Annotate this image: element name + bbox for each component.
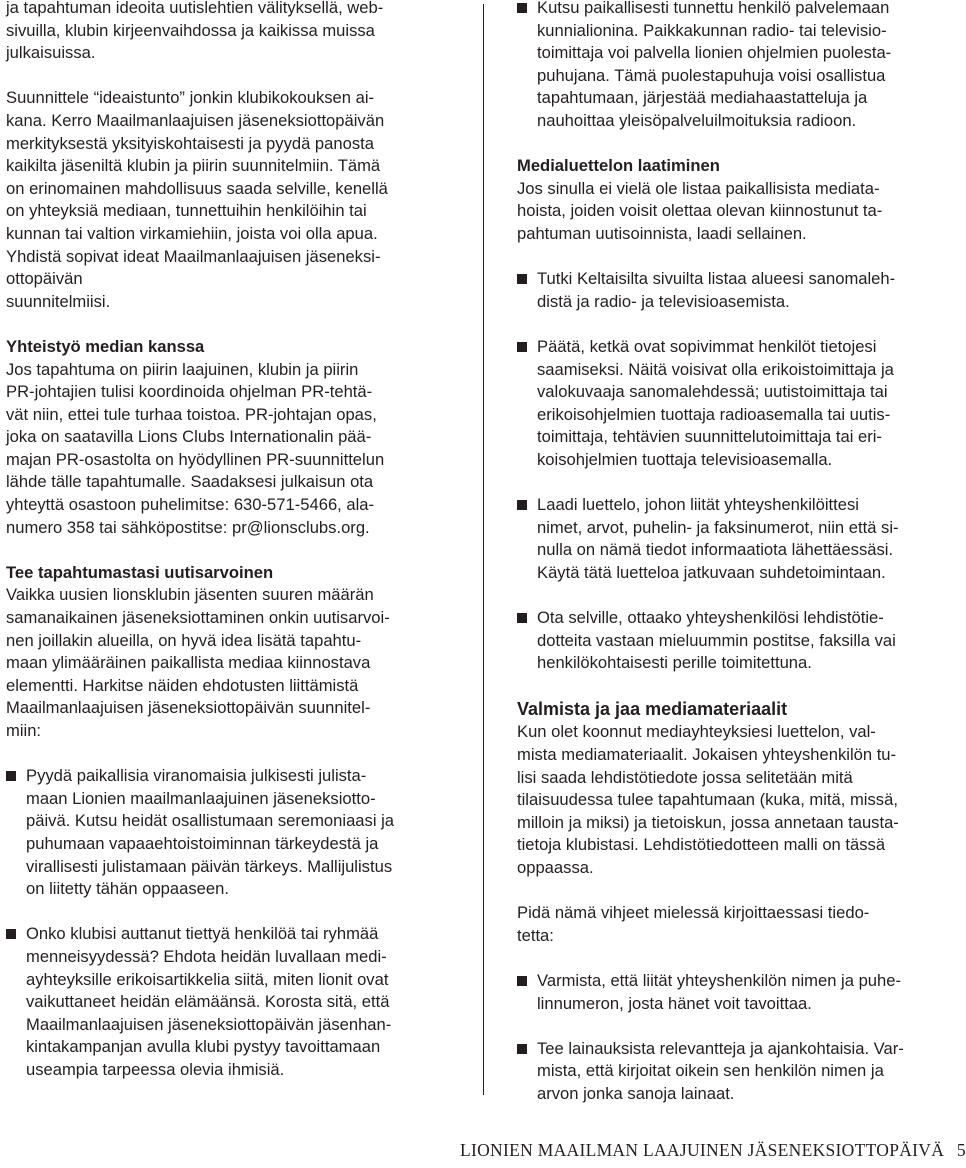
text-line: mista mediamateriaalit. Jokaisen yhteyshenkilön tu- — [517, 745, 897, 764]
text-line: pahtuman uutisoinnista, laadi sellainen. — [517, 223, 807, 243]
text-line: kunnialionina. Paikkakunnan radio- tai televisio- — [537, 20, 887, 40]
paragraph-tips — [517, 902, 953, 947]
bullet-square-icon — [6, 771, 16, 781]
bullet-yellow-pages — [517, 268, 953, 313]
paragraph-media-materials — [517, 721, 953, 879]
text-line: joka on saatavilla Lions Clubs Internationalin pää- — [6, 427, 372, 447]
bullet-decide-contacts-text — [537, 336, 953, 472]
text-line: ottopäivän — [6, 269, 83, 289]
text-line: puhujana. Tämä puolestapuhuja voisi osallistua — [537, 65, 886, 85]
heading-media-list: Medialuettelon laatiminen — [517, 156, 720, 176]
text-line: Päätä, ketkä ovat sopivimmat henkilöt tietojesi — [537, 336, 877, 356]
text-line: Pyydä paikallisia viranomaisia julkisesti julista- — [26, 766, 367, 786]
bullet-invite-celebrity-text — [537, 0, 953, 133]
paragraph-media-cooperation — [6, 359, 452, 540]
text-line: sivuilla, klubin kirjeenvaihdossa ja kaikissa muissa — [6, 20, 375, 40]
text-line: milloin ja miksi) ja tietoiskun, jossa annetaan tausta- — [517, 812, 899, 832]
text-line: vaikuttaneet heidän elämäänsä. Korosta sitä, että — [26, 992, 390, 1012]
text-line: linnumeron, josta hänet voit tavoittaa. — [537, 993, 812, 1013]
page-footer — [460, 1140, 966, 1161]
text-line: on erinomainen mahdollisuus saada selville, kenellä — [6, 178, 388, 198]
text-line: Käytä tätä luetteloa jatkuvaan suhdetoimintaan. — [537, 562, 886, 582]
text-line: kintakampanjan avulla klubi pystyy tavoittamaan — [26, 1037, 381, 1057]
text-line: kana. Kerro Maailmanlaajuisen jäseneksiottopäivän — [6, 110, 385, 130]
paragraph-newsworthy — [6, 584, 452, 742]
text-line: PR-johtajien tulisi koordinoida ohjelman PR-tehtä- — [6, 382, 373, 402]
bullet-quotes-text — [537, 1038, 953, 1106]
text-line: elementti. Harkitse näiden ehdotusten liittämistä — [6, 675, 359, 695]
text-line: nulla on nämä tiedot informaatiota lähettäessäsi. — [537, 540, 894, 560]
text-line: dotteita vastaan mieluummin postitse, faksilla vai — [537, 630, 896, 650]
text-line: lähde tälle tapahtumalle. Saadaksesi julkaisun ota — [6, 472, 374, 492]
heading-newsworthy: Tee tapahtumastasi uutisarvoinen — [6, 562, 274, 582]
text-line: miin: — [6, 721, 42, 740]
bullet-officials-text — [26, 765, 452, 901]
text-line: erikoisohjelmien tuottaja radioasemalla tai uutis- — [537, 404, 891, 424]
text-line: Jos sinulla ei vielä ole listaa paikallisista mediata- — [517, 178, 880, 198]
text-line: Kun olet koonnut mediayhteyksiesi luettelon, val- — [517, 722, 876, 742]
text-line: nen joillakin alueilla, on hyvä idea lisätä tapahtu- — [6, 630, 362, 650]
bullet-check-preference — [517, 607, 953, 675]
text-line: Yhdistä sopivat ideat Maailmanlaajuisen jäseneksi- — [6, 246, 381, 266]
text-line: Onko klubisi auttanut tiettyä henkilöä tai ryhmää — [26, 924, 379, 944]
text-line: hoista, joiden voisit olettaa olevan kiinnostunut ta- — [517, 201, 883, 221]
text-line: maan ylimääräinen paikallista mediaa kiinnostava — [6, 653, 371, 673]
bullet-check-preference-text — [537, 607, 953, 675]
bullet-helped-people-text — [26, 923, 452, 1081]
heading-media-materials: Valmista ja jaa mediamateriaalit — [517, 699, 788, 720]
text-line: Jos tapahtuma on piirin laajuinen, klubin ja piirin — [6, 359, 359, 379]
bullet-square-icon — [517, 976, 527, 986]
bullet-square-icon — [517, 500, 527, 510]
bullet-officials — [6, 765, 452, 901]
text-line: oppaassa. — [517, 857, 594, 877]
bullet-quotes — [517, 1038, 953, 1106]
footer-title: LIONIEN MAAILMAN LAAJUINEN JÄSENEKSIOTTOPÄIVÄ — [460, 1140, 945, 1160]
bullet-square-icon — [517, 342, 527, 352]
text-line: numero 358 tai sähköpostitse: pr@lionsclubs.org. — [6, 517, 370, 537]
text-line: virallisesti julistamaan päivän tärkeys. Mallijulistus — [26, 856, 393, 876]
text-line: majan PR-osastolta on hyödyllinen PR-suunnittelun — [6, 449, 385, 469]
paragraph-idea-session — [6, 87, 452, 313]
text-line: Maailmanlaajuisen jäseneksiottopäivän jäsenhan- — [26, 1014, 392, 1034]
left-column — [6, 0, 452, 1082]
bullet-square-icon — [517, 274, 527, 284]
text-line: tetta: — [517, 925, 554, 945]
text-line: kunnan tai valtion virkamiehiin, joista voi olla apua. — [6, 223, 378, 243]
paragraph-media-list — [517, 178, 953, 246]
text-line: suunnitelmiisi. — [6, 291, 111, 311]
text-line: kaikilta jäseniltä klubin ja piirin suunnitelmiin. Tämä — [6, 156, 381, 176]
text-line: arvon jonka sanoja lainaat. — [537, 1083, 735, 1103]
bullet-contact-list-text — [537, 494, 953, 584]
heading-media-cooperation: Yhteistyö median kanssa — [6, 336, 205, 356]
text-line: menneisyydessä? Ehdota heidän luvallaan medi- — [26, 946, 387, 966]
text-line: saamiseksi. Näitä voisivat olla erikoistoimittaja ja — [537, 359, 894, 379]
text-line: Tee lainauksista relevantteja ja ajankohtaisia. Var- — [537, 1038, 904, 1058]
right-column — [517, 0, 953, 1106]
text-line: päivä. Kutsu heidät osallistumaan seremoniaasi ja — [26, 811, 395, 831]
bullet-square-icon — [517, 3, 527, 13]
bullet-contact-name — [517, 970, 953, 1015]
text-line: toimittaja voi palvella lionien ohjelmien puolesta- — [537, 43, 892, 63]
text-line: nauhoittaa yleisöpalveluilmoituksia radioon. — [537, 110, 857, 130]
text-line: tapahtumaan, järjestää mediahaastatteluja ja — [537, 88, 868, 108]
bullet-square-icon — [6, 929, 16, 939]
text-line: ja tapahtuman ideoita uutislehtien välityksellä, web- — [6, 0, 384, 17]
text-line: lisi saada lehdistötiedote jossa selitetään mitä — [517, 767, 853, 787]
text-line: samanaikainen jäseneksiottaminen onkin uutisarvoi- — [6, 608, 390, 628]
bullet-contact-list — [517, 494, 953, 584]
text-line: maan Lionien maailmanlaajuinen jäseneksiotto- — [26, 788, 376, 808]
bullet-square-icon — [517, 1044, 527, 1054]
text-line: puhumaan vapaaehtoistoiminnan tärkeydestä ja — [26, 833, 379, 853]
bullet-helped-people — [6, 923, 452, 1081]
text-line: Kutsu paikallisesti tunnettu henkilö palvelemaan — [537, 0, 890, 17]
text-line: valokuvaaja sanomalehdessä; uutistoimittaja tai — [537, 382, 888, 402]
text-line: merkityksestä yksityiskohtaisesti ja pyydä panosta — [6, 133, 374, 153]
text-line: tietoja klubistasi. Lehdistötiedotteen malli on tässä — [517, 835, 886, 855]
text-line: distä ja radio- ja televisioasemista. — [537, 291, 790, 311]
paragraph-intro — [6, 0, 452, 65]
column-divider — [483, 4, 484, 1095]
text-line: ayhteyksille erikoisartikkelia siitä, miten lionit ovat — [26, 969, 389, 989]
text-line: tilaisuudessa tulee tapahtumaan (kuka, mitä, missä, — [517, 790, 898, 810]
bullet-yellow-pages-text — [537, 268, 953, 313]
text-line: Vaikka uusien lionsklubin jäsenten suuren määrän — [6, 585, 374, 605]
text-line: mista, että kirjoitat oikein sen henkilön nimen ja — [537, 1061, 884, 1081]
text-line: Varmista, että liität yhteyshenkilön nimen ja puhe- — [537, 970, 902, 990]
text-line: yhteyttä osastoon puhelimitse: 630-571-5466, ala- — [6, 495, 375, 515]
text-line: Maailmanlaajuisen jäseneksiottopäivän suunnitel- — [6, 698, 371, 718]
text-line: Suunnittele “ideaistunto” jonkin klubikokouksen ai- — [6, 88, 375, 108]
text-line: henkilökohtaisesti perille toimitettuna. — [537, 653, 812, 673]
text-line: on yhteyksiä mediaan, tunnettuihin henkilöihin tai — [6, 201, 367, 221]
bullet-decide-contacts — [517, 336, 953, 472]
text-line: julkaisuissa. — [6, 43, 96, 63]
text-line: on liitetty tähän oppaaseen. — [26, 879, 229, 899]
text-line: toimittaja, tehtävien suunnittelutoimittaja tai eri- — [537, 427, 882, 447]
text-line: useampia tarpeessa olevia ihmisiä. — [26, 1059, 285, 1079]
text-line: vät niin, ettei tule turhaa toistoa. PR-johtajan opas, — [6, 404, 377, 424]
text-line: koisohjelmien tuottaja televisioasemalla. — [537, 449, 833, 469]
bullet-invite-celebrity — [517, 0, 953, 133]
text-line: Tutki Keltaisilta sivuilta listaa alueesi sanomaleh- — [537, 269, 896, 289]
text-line: Pidä nämä vihjeet mielessä kirjoittaessasi tiedo- — [517, 903, 870, 923]
text-line: nimet, arvot, puhelin- ja faksinumerot, niin että si- — [537, 517, 899, 537]
text-line: Ota selville, ottaako yhteyshenkilösi lehdistötie- — [537, 608, 884, 628]
text-line: Laadi luettelo, johon liität yhteyshenkilöittesi — [537, 495, 859, 515]
bullet-contact-name-text — [537, 970, 953, 1015]
bullet-square-icon — [517, 613, 527, 623]
page-number: 5 — [956, 1140, 966, 1160]
